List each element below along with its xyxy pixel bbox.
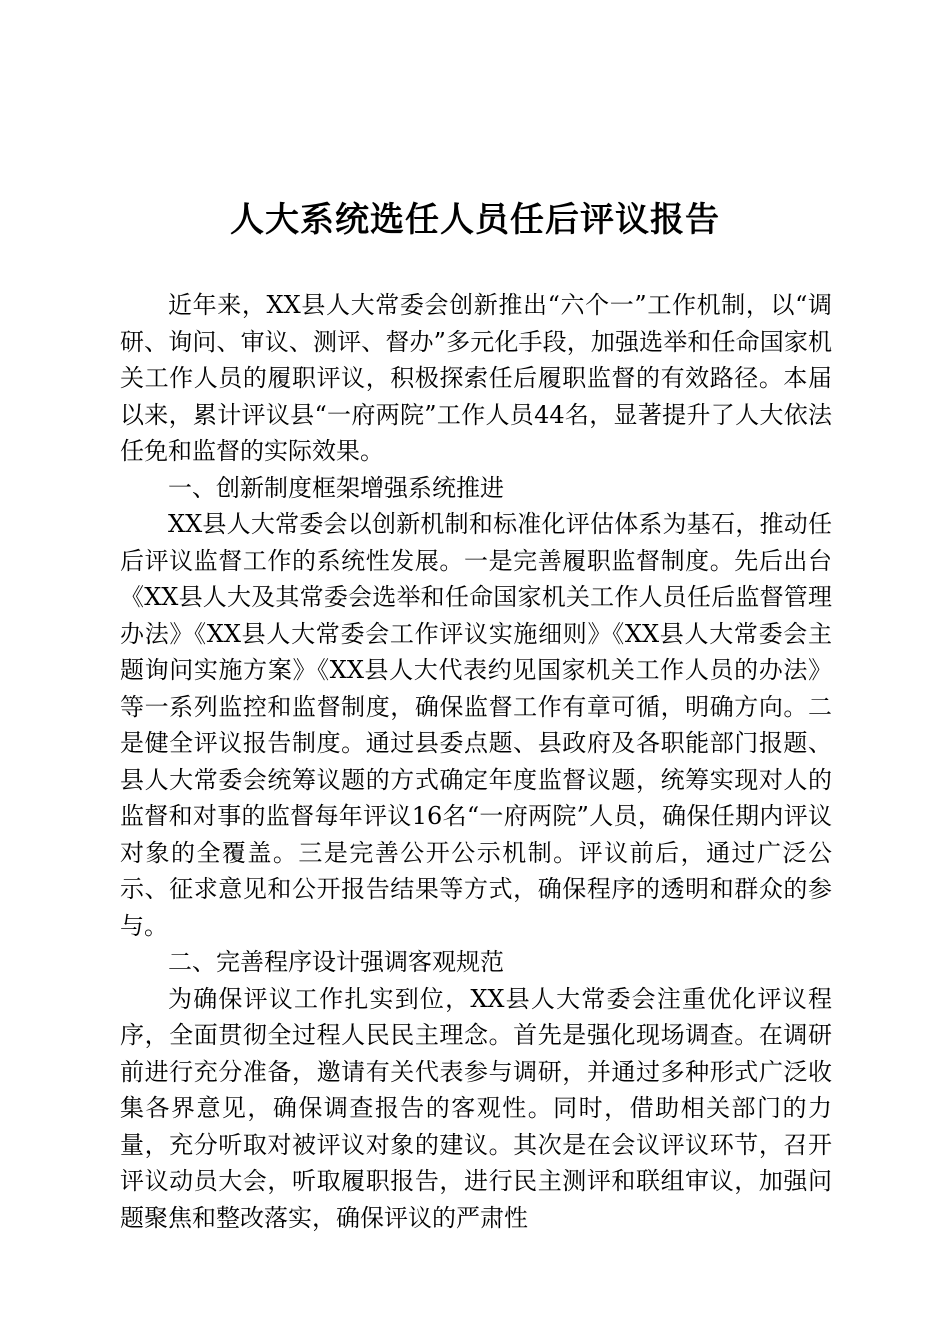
document-title: 人大系统选任人员任后评议报告 <box>230 200 720 240</box>
intro-paragraph: 近年来，XX县人大常委会创新推出“六个一”工作机制，以“调研、询问、审议、测评、督办”多元化手段，加强选举和任命国家机关工作人员的履职评议，积极探索任后履职监督的有效路径。本届以来，累计评议县“一府两院”工作人员44名，显著提升了人大依法任免和监督的实际效果。 <box>120 291 832 465</box>
section-2-paragraph: 为确保评议工作扎实到位，XX县人大常委会注重优化评议程序，全面贯彻全过程人民民主理念。首先是强化现场调查。在调研前进行充分准备，邀请有关代表参与调研，并通过多种形式广泛收集各界意见，确保调查报告的客观性。同时，借助相关部门的力量，充分听取对被评议对象的建议。其次是在会议评议环节，召开评议动员大会，听取履职报告，进行民主测评和联组审议，加强问题聚焦和整改落实，确保评议的严肃性 <box>120 984 832 1232</box>
document-body <box>120 287 832 1236</box>
section-1-paragraph: XX县人大常委会以创新机制和标准化评估体系为基石，推动任后评议监督工作的系统性发展。一是完善履职监督制度。先后出台《XX县人大及其常委会选举和任命国家机关工作人员任后监督管理办法》《XX县人大常委会工作评议实施细则》《XX县人大常委会主题询问实施方案》《XX县人大代表约见国家机关工作人员的办法》等一系列监控和监督制度，确保监督工作有章可循，明确方向。二是健全评议报告制度。通过县委点题、县政府及各职能部门报题、县人大常委会统筹议题的方式确定年度监督议题，统筹实现对人的监督和对事的监督每年评议16名“一府两院”人员，确保任期内评议对象的全覆盖。三是完善公开公示机制。评议前后，通过广泛公示、征求意见和公开报告结果等方式，确保程序的透明和群众的参与。 <box>120 510 832 940</box>
section-1-heading: 一、创新制度框架增强系统推进 <box>168 473 504 502</box>
section-2-heading: 二、完善程序设计强调客观规范 <box>168 948 504 976</box>
